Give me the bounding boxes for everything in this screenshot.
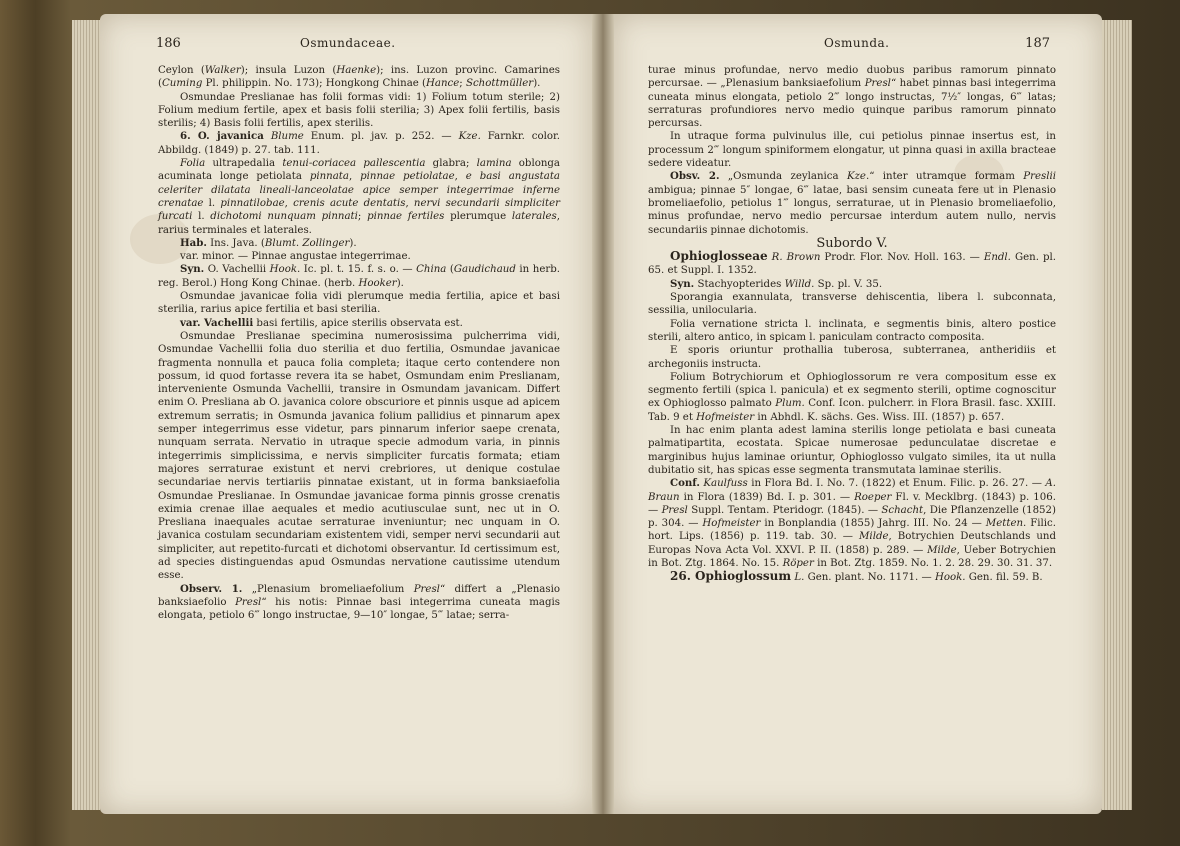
left-page <box>100 14 592 814</box>
paragraph: 26. Ophioglossum L. Gen. plant. No. 1171. — Hook. Gen. fil. 59. B. <box>670 569 1043 584</box>
right-paragraphs-top <box>648 64 1056 237</box>
paragraph: E sporis oriuntur prothallia tuberosa, subterranea, antheridiis et archegoniis instructa. <box>648 345 1056 370</box>
right-page-number: 187 <box>1025 36 1050 51</box>
paragraph: Hab. Ins. Java. (Blumt. Zollinger). <box>180 236 357 249</box>
right-running-title: Osmunda. <box>824 36 890 50</box>
paragraph: Ophioglosseae R. Brown Prodr. Flor. Nov. Holl. 163. — Endl. Gen. pl. 65. et Suppl. I. 1352. <box>648 249 1056 277</box>
paragraph: Syn. Stachyopterides Willd. Sp. pl. V. 35. <box>670 277 883 290</box>
paragraph: var. Vachellii basi fertilis, apice sterilis observata est. <box>180 316 463 329</box>
paragraph: Osmundae javanicae folia vidi plerumque media fertilia, apice et basi sterilia, rarius apice fertilia et basi sterilia. <box>158 291 560 316</box>
left-running-title: Osmundaceae. <box>300 36 396 50</box>
paragraph: Ceylon (Walker); insula Luzon (Haenke); ins. Luzon provinc. Camarines (Cuming Pl. philippin. No. 173); Hongkong Chinae (Hance; Schottmüller). <box>158 65 560 90</box>
left-page-number: 186 <box>156 36 181 51</box>
paragraph: In hac enim planta adest lamina sterilis longe petiolata e basi cuneata palmatipartita, ecostata. Spicae numerosae pedunculatae discretae e marginibus hujus laminae oriuntur, Ophioglosso vulgato similes, ita ut nulla dubitatio sit, has spicas esse segmenta transmutata laminae sterilis. <box>648 425 1056 476</box>
right-paragraphs-bottom <box>648 250 1056 584</box>
paragraph: Folium Botrychiorum et Ophioglossorum re vera compositum esse ex segmento fertili (spica l. panicula) et ex segmento sterili, optime cognoscitur ex Ophioglosso palmato Plum. Conf. Icon. pulcherr. in Flora Brasil. fasc. XXIII. Tab. 9 et Hofmeister in Abhdl. K. sächs. Ges. Wiss. III. (1857) p. 657. <box>648 371 1056 423</box>
paragraph: turae minus profundae, nervo medio duobus paribus ramorum pinnato percursae. — „Plenasium banksiaefolium Presl“ habet pinnas basi integerrima cuneata minus elongata, petiolo 2‴ longo instructas, 7½″ longas, 6‴ latas; serraturas profundiores nervo medio quinque paribus ramorum pinnato percursas. <box>648 65 1057 130</box>
paragraph: Folia vernatione stricta l. inclinata, e segmentis binis, altero postice sterili, altero antico, in spicam l. paniculam contracto composita. <box>648 318 1056 343</box>
paragraph: var. minor. — Pinnae angustae integerrimae. <box>180 251 411 263</box>
paragraph: Observ. 1. „Plenasium bromeliaefolium Presl“ differt a „Plenasio banksiaefolio Presl“ his notis: Pinnae basi integerrima cuneata magis elongata, petiolo 6‴ longo instructae, 9—10″ longae, 5‴ latae; serra- <box>158 582 561 622</box>
right-body-text <box>648 64 1056 585</box>
paragraph: Osmundae Preslianae has folii formas vidi: 1) Folium totum sterile; 2) Folium medium fertile, apex et basis folii sterilia; 3) Apex folii fertilis, basis sterilis; 4) Basis folii fertilis, apex sterilis. <box>158 91 560 130</box>
paragraph: Syn. O. Vachellii Hook. Ic. pl. t. 15. f. s. o. — China (Gaudichaud in herb. reg. Berol.) Hong Kong Chinae. (herb. Hooker). <box>158 263 560 289</box>
paragraph: 6. O. javanica Blume Enum. pl. jav. p. 252. — Kze. Farnkr. color. Abbildg. (1849) p. 27. tab. 111. <box>158 130 560 156</box>
section-heading: Subordo V. <box>816 235 888 251</box>
paragraph: Folia ultrapedalia tenui-coriacea pallescentia glabra; lamina oblonga acuminata longe petiolata pinnata, pinnae petiolatae, e basi angustata celeriter dilatata lineali-lanceolatae apice semper integerrimae inferne crenatae l. pinnatilobae, crenis acute dentatis, nervi secundarii simpliciter furcati l. dichotomi nunquam pinnati; pinnae fertiles plerumque laterales, rarius terminales et laterales. <box>158 158 561 236</box>
paragraph: Obsv. 2. „Osmunda zeylanica Kze.“ inter utramque formam Preslii ambigua; pinnae 5″ longae, 6‴ latae, basi sensim cuneata fere ut in Plenasio bromeliaefolio, petiolus 1‴ longus, serraturae, ut in Plenasio bromeliaefolio, minus profundae, nervo medio percursae interdum autem nullo, nervis secundariis pinnae dichotomis. <box>648 170 1056 236</box>
right-page <box>614 14 1102 814</box>
paragraph: Sporangia exannulata, transverse dehiscentia, libera l. subconnata, sessilia, unilocularia. <box>648 292 1056 317</box>
book-gutter <box>592 14 614 814</box>
paragraph: Conf. Kaulfuss in Flora Bd. I. No. 7. (1822) et Enum. Filic. p. 26. 27. — A. Braun in Flora (1839) Bd. I. p. 301. — Roeper Fl. v. Mecklbrg. (1843) p. 106. — Presl Suppl. Tentam. Pteridogr. (1845). — Schacht, Die Pflanzenzelle (1852) p. 304. — Hofmeister in Bonplandia (1855) Jahrg. III. No. 24 — Metten. Filic. hort. Lips. (1856) p. 119. tab. 30. — Milde, Botrychien Deutschlands und Europas Nova Acta Vol. XXVI. P. II. (1858) p. 289. — Milde, Ueber Botrychien in Bot. Ztg. 1864. No. 15. Röper in Bot. Ztg. 1859. No. 1. 2. 28. 29. 30. 31. 37. <box>648 477 1056 569</box>
paragraph: In utraque forma pulvinulus ille, cui petiolus pinnae insertus est, in processum 2‴ longum spiniformem elongatur, ut pinna quasi in axilla bracteae sedere videatur. <box>648 131 1056 170</box>
paragraph: Osmundae Preslianae specimina numerosissima pulcherrima vidi, Osmundae Vachellii folia duo sterilia et duo fertilia, Osmundae javanicae fragmenta nonnulla et pauca folia completa; itaque certo contendere non possum, id quod fortasse revera ita se habet, Osmundam enim Preslianam, interveniente Osmunda Vachellii, transire in Osmundam javanicam. Differt enim O. Presliana ab O. javanica colore obscuriore et pinnis usque ad apicem extremum serratis; in Osmunda javanica folium pallidius et pinnarum apex semper integerrimus esse videtur, pars pinnarum inferior saepe crenata, nunquam serrata. Nervatio in utraque specie admodum varia, in pinnis integerrimis simplicissima, e nervis simpliciter furcatis formata; etiam majores serraturae existunt et nervi crebriores, ut denique costulae secundariae nervis tertiariis pinnatae existant, ut in forma banksiaefolia Osmundae Preslianae. In Osmundae javanicae forma pinnis grosse crenatis eximia crenae illae aequales et medio acutiusculae sunt, nec ut in O. Presliana inaequales acutae serraturae inveniuntur; nec unquam in O. javanica costulam secundariam existentem vidi, semper nervi secundarii aut simpliciter, aut repetito-furcati et dichotomi observantur. Id certissimum est, ad species distinguendas apud Osmundas nervatione cautissime utendum esse. <box>158 330 560 582</box>
left-body-text <box>158 64 560 622</box>
page-edges-right <box>1102 20 1132 810</box>
page-edges-left <box>72 20 100 810</box>
